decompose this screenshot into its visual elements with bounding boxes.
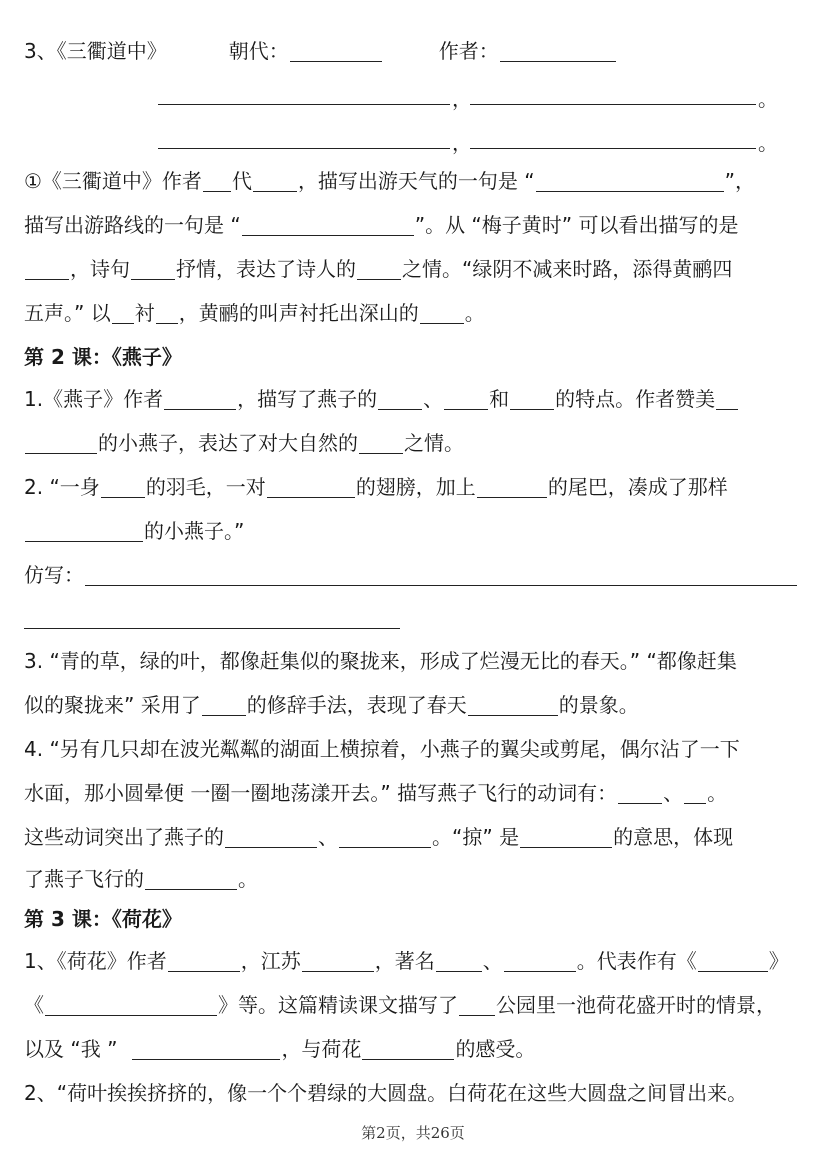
dynasty-label: 朝代： [228, 39, 289, 63]
dynasty-blank[interactable] [290, 39, 382, 62]
text: 。代表作有《 [576, 949, 697, 973]
blank[interactable] [436, 949, 482, 972]
text: 水面，那小圆晕便 一圈一圈地荡漾开去。” 描写燕子飞行的动词有： [24, 781, 618, 805]
author-blank[interactable] [500, 39, 616, 62]
blank[interactable] [536, 169, 724, 192]
blank[interactable] [378, 387, 422, 410]
text: 》等。这篇精读课文描写了 [218, 993, 458, 1017]
imitate-label: 仿写： [24, 563, 84, 587]
lesson-3-heading: 第 3 课：《荷花》 [24, 907, 182, 931]
l3-q2-line-1: 2、“荷叶挨挨挤挤的，像一个个碧绿的大圆盘。白荷花在这些大圆盘之间冒出来。 [24, 1081, 748, 1105]
q1-line-1 [24, 168, 814, 194]
text: ，描写出游天气的一句是 “ [297, 169, 535, 193]
text: 衬 [134, 301, 155, 325]
poem-line-1a-blank[interactable] [158, 104, 450, 105]
text: 的尾巴，凑成了那样 [547, 475, 728, 499]
blank[interactable] [132, 1037, 280, 1060]
blank[interactable] [225, 825, 317, 848]
l2-q2-line-1 [24, 474, 814, 500]
poem-line-1b-blank[interactable] [470, 104, 756, 105]
text: 的感受。 [455, 1037, 536, 1061]
text: ，描写了燕子的 [237, 387, 378, 411]
text: 》 [768, 949, 789, 973]
text: 、 [482, 949, 503, 973]
q1-line-2 [24, 212, 814, 238]
text: ，著名 [374, 949, 435, 973]
blank[interactable] [156, 301, 178, 324]
text: 以及 “我 ” [24, 1037, 118, 1061]
l2-q2-line-2 [24, 518, 814, 544]
blank[interactable] [477, 475, 547, 498]
imitate-blank[interactable] [85, 563, 797, 586]
text: 。 [707, 781, 728, 805]
l3-q1-line-3 [24, 1036, 814, 1062]
text: ，与荷花 [281, 1037, 362, 1061]
text: 2. “一身 [24, 475, 100, 499]
blank[interactable] [203, 169, 231, 192]
blank[interactable] [468, 693, 558, 716]
l3-q1-line-2 [24, 992, 814, 1018]
blank[interactable] [45, 993, 217, 1016]
blank[interactable] [242, 213, 414, 236]
blank[interactable] [302, 949, 374, 972]
imitate-blank-2[interactable] [24, 628, 400, 629]
text: 和 [489, 387, 510, 411]
text: 、 [423, 387, 444, 411]
blank[interactable] [359, 431, 403, 454]
text: 的小燕子。” [144, 519, 245, 543]
blank[interactable] [145, 867, 237, 890]
blank[interactable] [716, 387, 738, 410]
text: 。“掠” 是 [432, 825, 520, 849]
text: 的翅膀，加上 [355, 475, 476, 499]
text: 的特点。作者赞美 [555, 387, 716, 411]
blank[interactable] [339, 825, 431, 848]
text: 《 [24, 993, 44, 1017]
poem-title-line [24, 38, 814, 64]
comma: ， [452, 131, 472, 155]
blank[interactable] [25, 431, 97, 454]
q1-line-3 [24, 256, 814, 282]
text: 公园里一池荷花盛开时的情景， [496, 993, 776, 1017]
l2-q4-line-1: 4. “另有几只却在波光粼粼的湖面上横掠着，小燕子的翼尖或剪尾，偶尔沾了一下 [24, 737, 740, 761]
text: 1.《燕子》作者 [24, 387, 164, 411]
text: ”。从 “梅子黄时” 可以看出描写的是 [414, 213, 739, 237]
imitate-line [24, 562, 814, 588]
text: 的意思，体现 [613, 825, 734, 849]
text: 之情。“绿阴不减来时路，添得黄鹂四 [402, 257, 733, 281]
l2-q1-line-2 [24, 430, 814, 456]
l2-q1-line-1 [24, 386, 814, 412]
text: 、 [663, 781, 684, 805]
blank[interactable] [25, 519, 143, 542]
poem-title: 3、《三衢道中》 [24, 39, 167, 63]
blank[interactable] [112, 301, 134, 324]
l2-q4-line-2 [24, 780, 814, 806]
blank[interactable] [362, 1037, 454, 1060]
text: 描写出游路线的一句是 “ [24, 213, 241, 237]
blank[interactable] [168, 949, 240, 972]
text: 之情。 [404, 431, 464, 455]
text: 抒情，表达了诗人的 [176, 257, 356, 281]
author-label: 作者： [438, 39, 499, 63]
l2-q3-line-1: 3. “青的草，绿的叶，都像赶集似的聚拢来，形成了烂漫无比的春天。” “都像赶集 [24, 649, 737, 673]
blank[interactable] [520, 825, 612, 848]
poem-line-2b-blank[interactable] [470, 148, 756, 149]
blank[interactable] [357, 257, 401, 280]
text: 。 [238, 867, 258, 891]
blank[interactable] [684, 781, 706, 804]
blank[interactable] [25, 257, 69, 280]
period: 。 [758, 131, 778, 155]
blank[interactable] [444, 387, 488, 410]
text: 的羽毛，一对 [145, 475, 266, 499]
blank[interactable] [164, 387, 236, 410]
text: 。 [464, 301, 485, 325]
text: ，江苏 [240, 949, 301, 973]
text: 的景象。 [558, 693, 639, 717]
blank[interactable] [698, 949, 768, 972]
blank[interactable] [202, 693, 246, 716]
page-footer: 第2页，共26页 [361, 1124, 465, 1142]
text: 了燕子飞行的 [24, 867, 144, 891]
text: 代 [231, 169, 252, 193]
blank[interactable] [131, 257, 175, 280]
text: 这些动词突出了燕子的 [24, 825, 224, 849]
blank[interactable] [420, 301, 464, 324]
text: 的修辞手法，表现了春天 [246, 693, 467, 717]
l2-q4-line-4 [24, 866, 814, 892]
period: 。 [758, 87, 778, 111]
blank[interactable] [504, 949, 576, 972]
text: ，诗句 [70, 257, 130, 281]
l2-q3-line-2 [24, 692, 814, 718]
text: 的小燕子，表达了对大自然的 [98, 431, 358, 455]
poem-line-2a-blank[interactable] [158, 148, 450, 149]
text: 五声。” 以 [24, 301, 111, 325]
text: 、 [318, 825, 338, 849]
text: ，黄鹂的叫声衬托出深山的 [178, 301, 419, 325]
text: 似的聚拢来” 采用了 [24, 693, 201, 717]
l3-q1-line-1 [24, 948, 814, 974]
blank[interactable] [253, 169, 297, 192]
text: ①《三衢道中》作者 [24, 169, 202, 193]
blank[interactable] [101, 475, 145, 498]
comma: ， [452, 87, 472, 111]
blank[interactable] [267, 475, 355, 498]
blank[interactable] [459, 993, 495, 1016]
blank[interactable] [618, 781, 662, 804]
blank[interactable] [510, 387, 554, 410]
q1-line-4 [24, 300, 814, 326]
l2-q4-line-3 [24, 824, 814, 850]
lesson-2-heading: 第 2 课：《燕子》 [24, 345, 182, 369]
text: 1、《荷花》作者 [24, 949, 167, 973]
text: ”， [724, 169, 756, 193]
